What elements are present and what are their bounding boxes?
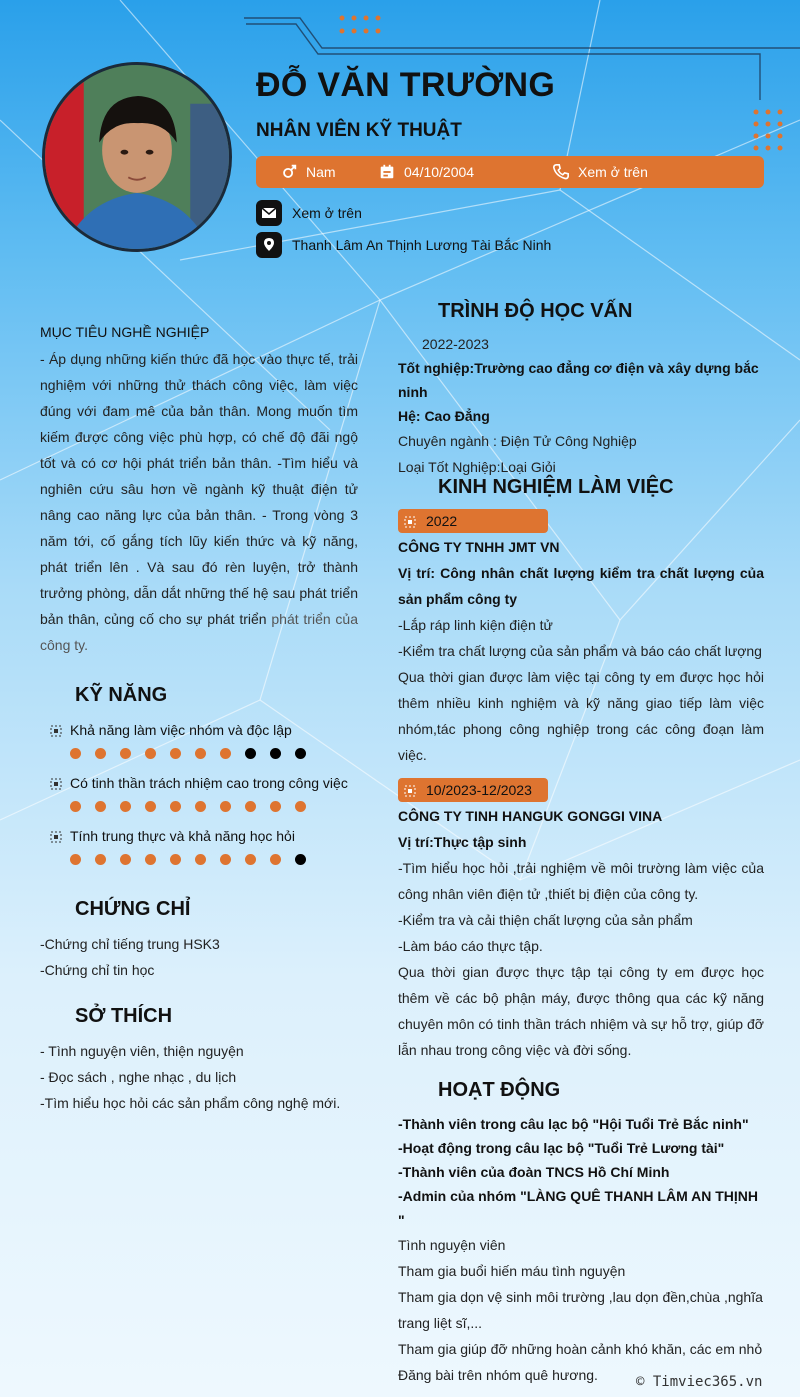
skill-rating: [70, 748, 360, 759]
phone-item: [552, 163, 648, 181]
rating-dot-filled: [70, 801, 81, 812]
certificate-item: -Chứng chỉ tin học: [40, 962, 155, 978]
activity-item: Tham gia giúp đỡ những hoàn cảnh khó khăn, các em nhỏ: [398, 1341, 763, 1357]
job-period-badge: [398, 509, 548, 533]
hobbies-title: SỞ THÍCH: [75, 1005, 173, 1027]
rating-dot-empty: [270, 748, 281, 759]
job-company: CÔNG TY TINH HANGUK GONGGI VINA: [398, 808, 663, 824]
skills-title: KỸ NĂNG: [75, 684, 168, 706]
education-grade: Loại Tốt Nghiệp:Loại Giỏi: [398, 459, 556, 475]
rating-dot-empty: [295, 854, 306, 865]
info-bar: [256, 156, 764, 188]
rating-dot-filled: [220, 748, 231, 759]
education-major: Chuyên ngành : Điện Tử Công Nghiệp: [398, 433, 637, 449]
rating-dot-filled: [70, 748, 81, 759]
skill-rating: [70, 854, 360, 865]
activity-item: Tình nguyện viên: [398, 1237, 506, 1253]
location-icon: [256, 232, 282, 258]
rating-dot-filled: [120, 748, 131, 759]
skill-item: [50, 775, 360, 812]
activity-item: Tham gia buổi hiến máu tình nguyện: [398, 1263, 626, 1279]
skill-label: Tính trung thực và khả năng học hỏi: [70, 828, 295, 844]
job-duty: -Kiểm tra chất lượng của sản phẩm và báo cáo chất lượng: [398, 643, 762, 659]
tick-icon: [404, 784, 416, 796]
tick-icon: [50, 777, 62, 789]
email-row: [256, 200, 362, 226]
job-entry: [398, 534, 764, 768]
hobby-item: -Tìm hiểu học hỏi các sản phẩm công nghệ mới.: [40, 1095, 341, 1111]
experience-title: KINH NGHIỆM LÀM VIỆC: [438, 476, 674, 498]
job-title: NHÂN VIÊN KỸ THUẬT: [256, 120, 462, 141]
skill-rating: [70, 801, 360, 812]
rating-dot-filled: [220, 854, 231, 865]
activity-item: -Thành viên trong câu lạc bộ "Hội Tuổi Trẻ Bắc ninh": [398, 1116, 749, 1132]
education-degree: Hệ: Cao Đẳng: [398, 408, 490, 424]
rating-dot-filled: [95, 801, 106, 812]
rating-dot-filled: [145, 748, 156, 759]
rating-dot-filled: [195, 854, 206, 865]
dob-item: [378, 163, 474, 181]
activity-item: -Thành viên của đoàn TNCS Hồ Chí Minh: [398, 1164, 670, 1180]
tick-icon: [50, 724, 62, 736]
candidate-name: ĐỖ VĂN TRƯỜNG: [256, 66, 556, 104]
rating-dot-filled: [95, 748, 106, 759]
career-objective: [40, 322, 358, 658]
activity-item: Tham gia dọn vệ sinh môi trường ,lau dọn đền,chùa ,nghĩa trang liệt sĩ,...: [398, 1289, 763, 1331]
job-company: CÔNG TY TNHH JMT VN: [398, 539, 560, 555]
tick-icon: [50, 830, 62, 842]
objective-title: MỤC TIÊU NGHỀ NGHIỆP: [40, 324, 210, 340]
activity-item: -Admin của nhóm "LÀNG QUÊ THANH LÂM AN THỊNH ": [398, 1188, 758, 1228]
skill-item: [50, 828, 360, 865]
rating-dot-filled: [70, 854, 81, 865]
phone-value: Xem ở trên: [578, 164, 648, 180]
rating-dot-filled: [220, 801, 231, 812]
education-title: TRÌNH ĐỘ HỌC VẤN: [438, 300, 633, 322]
rating-dot-filled: [270, 801, 281, 812]
job-period-badge: [398, 778, 548, 802]
job-period: 10/2023-12/2023: [426, 782, 532, 798]
certificates-title: CHỨNG CHỈ: [75, 898, 191, 920]
education-period: 2022-2023: [422, 336, 489, 352]
skill-label: Có tinh thần trách nhiệm cao trong công việc: [70, 775, 348, 791]
rating-dot-filled: [245, 854, 256, 865]
rating-dot-filled: [170, 801, 181, 812]
watermark: © Timviec365.vn: [636, 1374, 763, 1390]
activity-item: Đăng bài trên nhóm quê hương.: [398, 1367, 598, 1383]
email-icon: [256, 200, 282, 226]
gender-icon: [280, 163, 298, 181]
education-block: [398, 332, 764, 480]
rating-dot-empty: [295, 748, 306, 759]
calendar-icon: [378, 163, 396, 181]
education-school: Tốt nghiệp:Trường cao đẳng cơ điện và xây dựng bắc ninh: [398, 360, 759, 400]
phone-icon: [552, 163, 570, 181]
job-position: Vị trí: Công nhân chất lượng kiểm tra chất lượng của sản phẩm công ty: [398, 565, 764, 607]
gender-item: [280, 163, 336, 181]
skill-item: [50, 722, 360, 759]
rating-dot-filled: [195, 801, 206, 812]
certificates-list: [40, 931, 220, 983]
rating-dot-filled: [270, 854, 281, 865]
activities-block: [398, 1112, 764, 1388]
job-duty: -Lắp ráp linh kiện điện tử: [398, 617, 553, 633]
hobbies-list: [40, 1038, 340, 1116]
job-position: Vị trí:Thực tập sinh: [398, 834, 527, 850]
job-duty: -Kiểm tra và cải thiện chất lượng của sản phẩm: [398, 912, 693, 928]
address-row: [256, 232, 551, 258]
job-entry: [398, 803, 764, 1063]
hobby-item: - Tình nguyện viên, thiện nguyện: [40, 1043, 244, 1059]
job-period: 2022: [426, 513, 458, 529]
address-value: Thanh Lâm An Thịnh Lương Tài Bắc Ninh: [292, 237, 552, 253]
job-summary: Qua thời gian được thực tập tại công ty em được học thêm về các bộ phận máy, được thông qua các kỹ năng chuyên môn có tinh thần trách nhiệm và sự hỗ trợ, giúp đỡ lẫn nhau trong công việc và đời sống.: [398, 964, 764, 1058]
job-duty: -Tìm hiểu học hỏi ,trải nghiệm về môi trường làm việc của công nhân viên điện tử ,thiết bị điện của công ty.: [398, 860, 764, 902]
skill-label: Khả năng làm việc nhóm và độc lập: [70, 722, 292, 738]
dob-value: 04/10/2004: [404, 164, 475, 180]
objective-fade: phát triển của công ty.: [40, 611, 359, 653]
tick-icon: [404, 515, 416, 527]
avatar: [42, 62, 232, 252]
gender-value: Nam: [306, 164, 336, 180]
job-duty: -Làm báo cáo thực tập.: [398, 938, 543, 954]
rating-dot-filled: [95, 854, 106, 865]
rating-dot-filled: [170, 854, 181, 865]
objective-text: [40, 346, 358, 658]
rating-dot-filled: [145, 801, 156, 812]
rating-dot-empty: [245, 748, 256, 759]
rating-dot-filled: [145, 854, 156, 865]
rating-dot-filled: [295, 801, 306, 812]
rating-dot-filled: [170, 748, 181, 759]
rating-dot-filled: [245, 801, 256, 812]
certificate-item: -Chứng chỉ tiếng trung HSK3: [40, 936, 220, 952]
activity-item: -Hoạt động trong câu lạc bộ "Tuổi Trẻ Lương tài": [398, 1140, 725, 1156]
rating-dot-filled: [195, 748, 206, 759]
rating-dot-filled: [120, 801, 131, 812]
email-value: Xem ở trên: [292, 205, 362, 221]
objective-main: - Áp dụng những kiến thức đã học vào thực tế, trải nghiệm với những thử thách công việc, làm việc đúng với đam mê của bản thân. Mong muốn tìm kiếm được công việc phù hợp, có chế độ đãi ngộ tốt và có cơ hội phát triển bản thân. -Tìm hiểu và nghiên cứu sâu hơn về ngành kỹ thuật điện tử nâng cao năng lực của bản thân. - Trong vòng 3 năm tới, cố gắng tích lũy kiến thức và kỹ năng, phát triển lên . Và sau đó rèn luyện, trở thành trưởng phòng, dẫn dắt những thế hệ sau phát triển bản thân, củng cố cho sự phát triển: [40, 351, 358, 627]
activities-title: HOẠT ĐỘNG: [438, 1079, 561, 1101]
hobby-item: - Đọc sách , nghe nhạc , du lịch: [40, 1069, 237, 1085]
job-summary: Qua thời gian được làm việc tại công ty em được học hỏi thêm nhiều kinh nghiệm và kỹ năng giao tiếp làm việc nhóm,tác phong công nghiệp trong các công đoạn làm việc.: [398, 669, 764, 763]
rating-dot-filled: [120, 854, 131, 865]
